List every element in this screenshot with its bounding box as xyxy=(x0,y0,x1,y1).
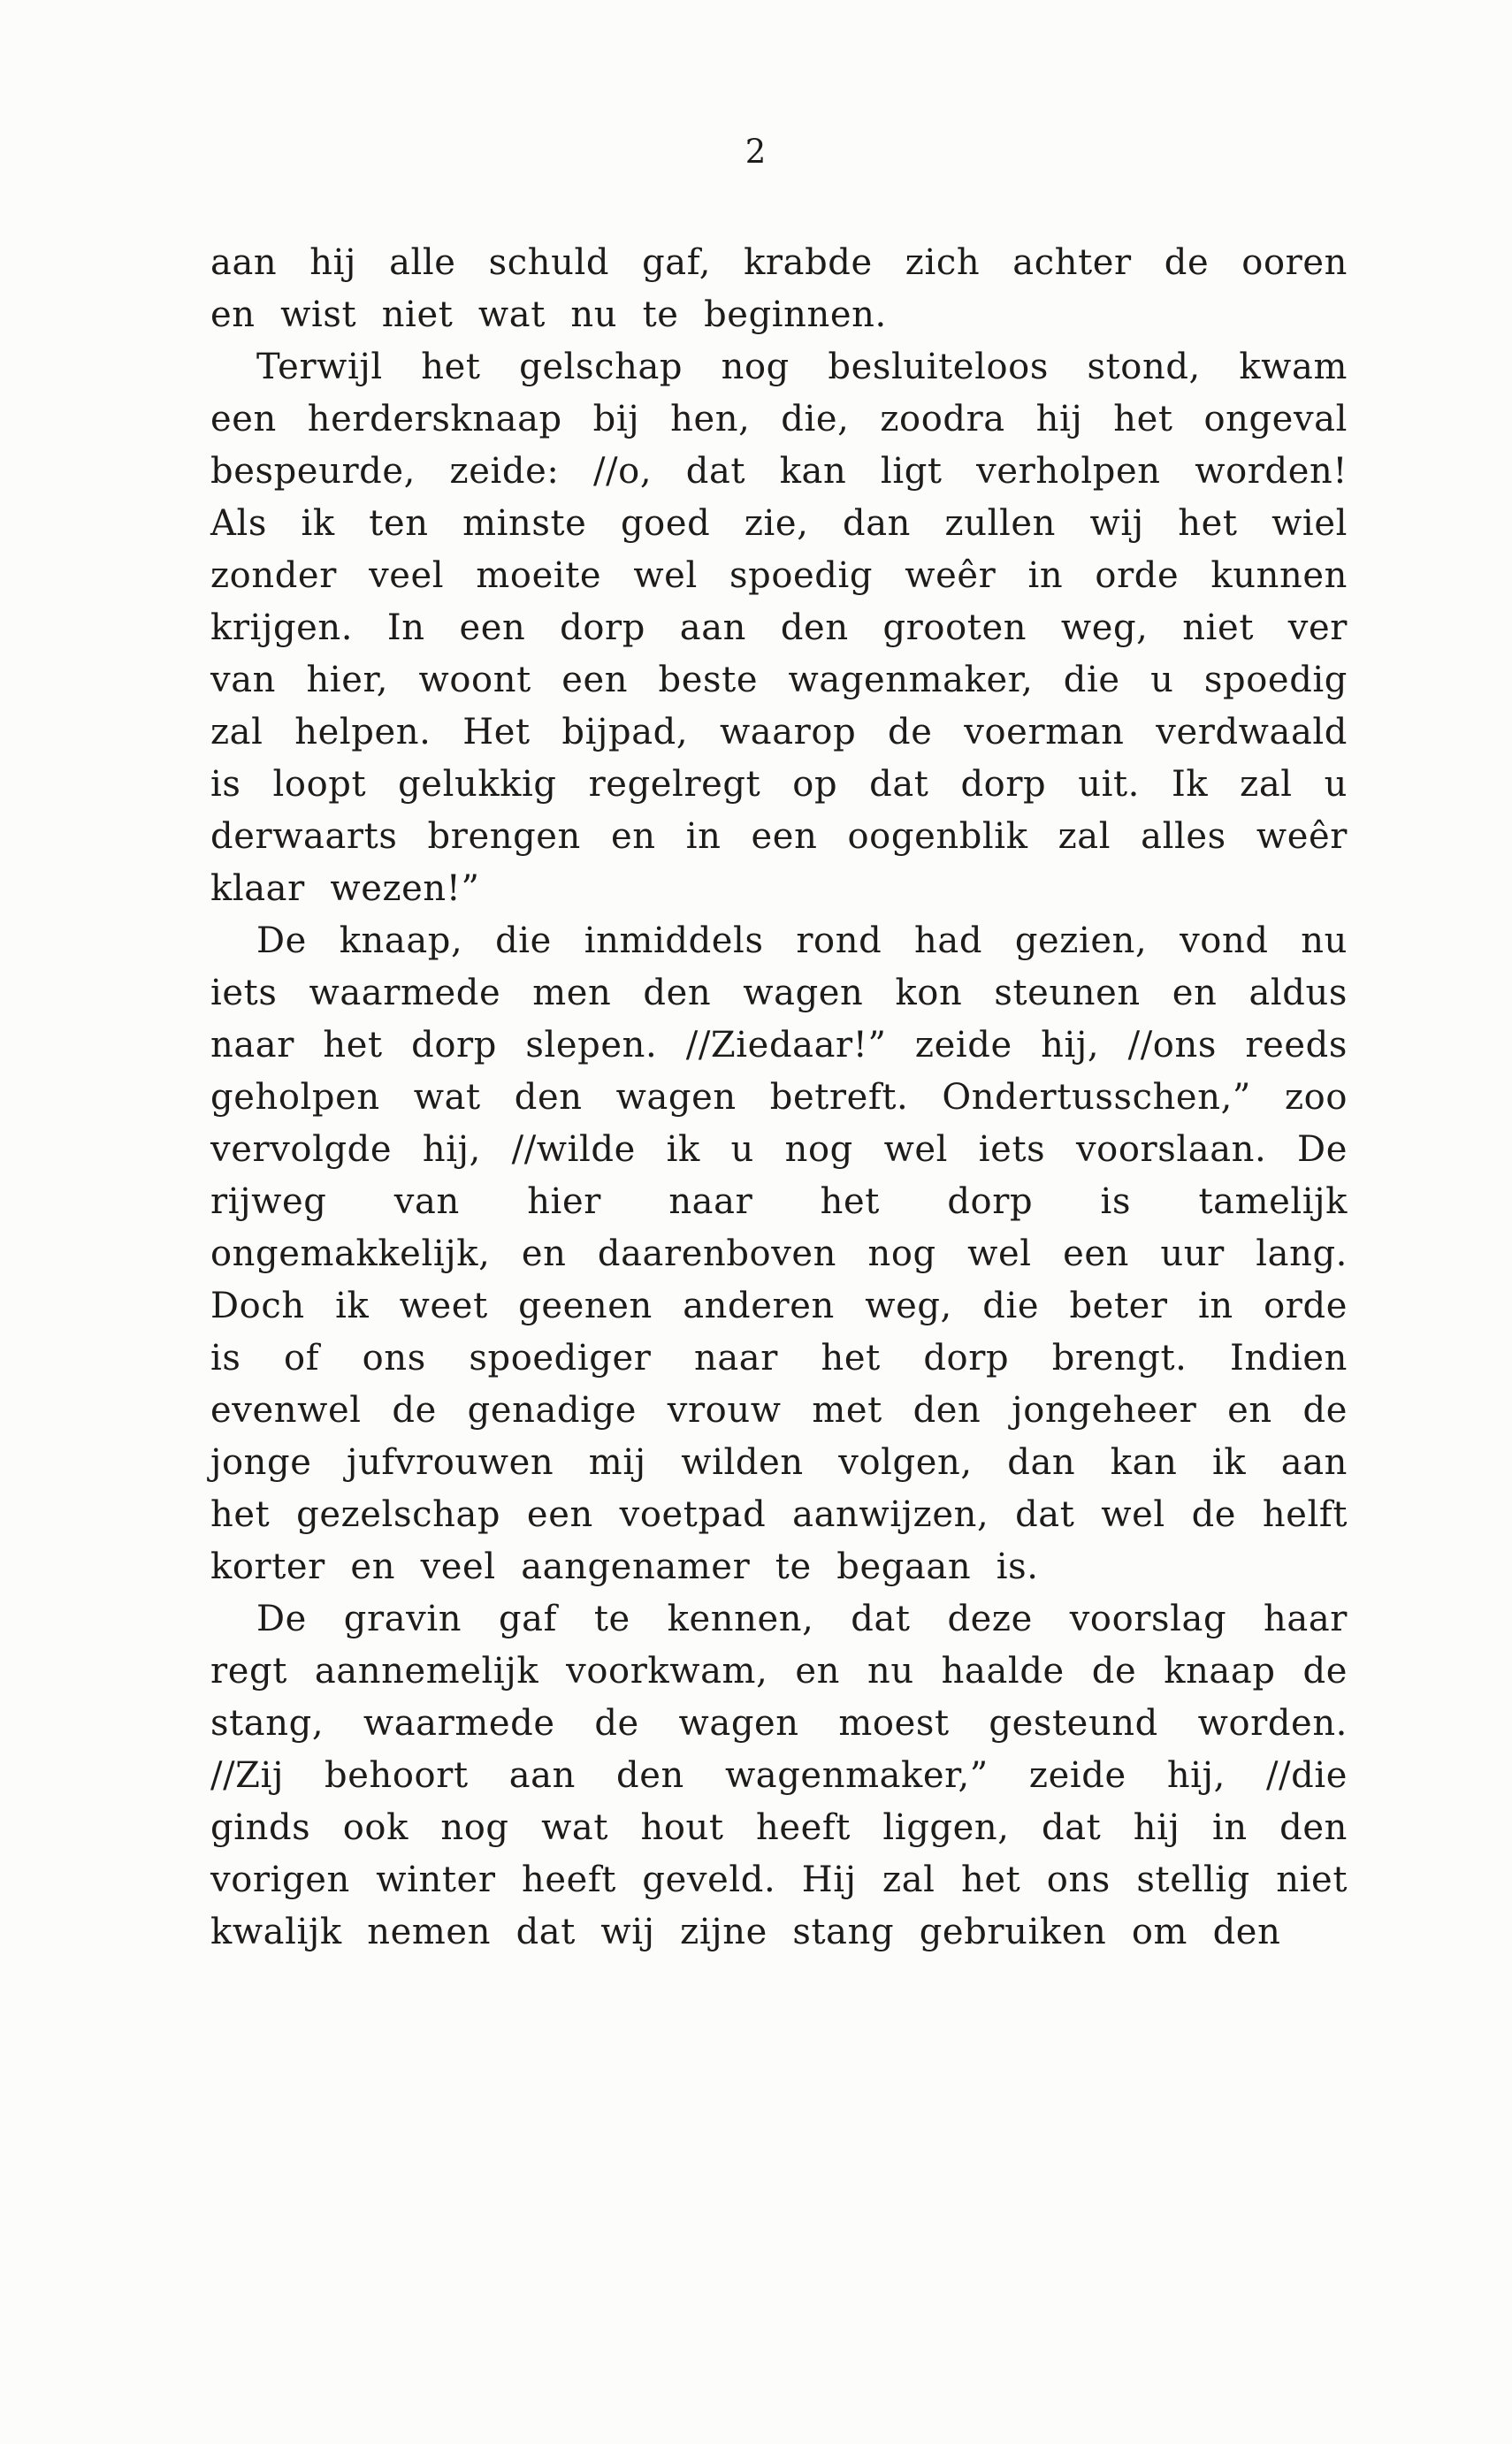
paragraph: Terwijl het gelschap nog besluiteloos stond, kwam een herdersknaap bij hen, die, zoodra hij het ongeval bespeurde, zeide: //o, dat kan ligt verholpen worden! Als ik ten minste goed zie, dan zullen wij het wiel zonder veel moeite wel spoedig weêr in orde kunnen krijgen. In een dorp aan den grooten weg, niet ver van hier, woont een beste wagenmaker, die u spoedig zal helpen. Het bijpad, waarop de voerman verdwaald is loopt gelukkig regelregt op dat dorp uit. Ik zal u derwaarts brengen en in een oogenblik zal alles weêr klaar wezen!” xyxy=(210,347,1348,909)
paragraph: De knaap, die inmiddels rond had gezien, vond nu iets waarmede men den wagen kon steunen en aldus naar het dorp slepen. //Ziedaar!” zeide hij, //ons reeds geholpen wat den wagen betreft. Ondertusschen,” zoo vervolgde hij, //wilde ik u nog wel iets voorslaan. De rijweg van hier naar het dorp is tamelijk ongemakkelijk, en daarenboven nog wel een uur lang. Doch ik weet geenen anderen weg, die beter in orde is of ons spoediger naar het dorp brengt. Indien evenwel de genadige vrouw met den jongeheer en de jonge jufvrouwen mij wilden volgen, dan kan ik aan het gezelschap een voetpad aanwijzen, dat wel de helft korter en veel aangenamer te begaan is. xyxy=(210,920,1348,1587)
paragraph: aan hij alle schuld gaf, krabde zich achter de ooren en wist niet wat nu te beginnen. xyxy=(210,242,1348,335)
paragraph: De gravin gaf te kennen, dat deze voorslag haar regt aannemelijk voorkwam, en nu haalde de knaap de stang, waarmede de wagen moest gesteund worden. //Zij behoort aan den wagenmaker,” zeide hij, //die ginds ook nog wat hout heeft liggen, dat hij in den vorigen winter heeft geveld. Hij zal het ons stellig niet kwalijk nemen dat wij zijne stang gebruiken om den xyxy=(210,1599,1348,1952)
page-text xyxy=(210,237,1348,1959)
page-number: 2 xyxy=(745,133,767,171)
